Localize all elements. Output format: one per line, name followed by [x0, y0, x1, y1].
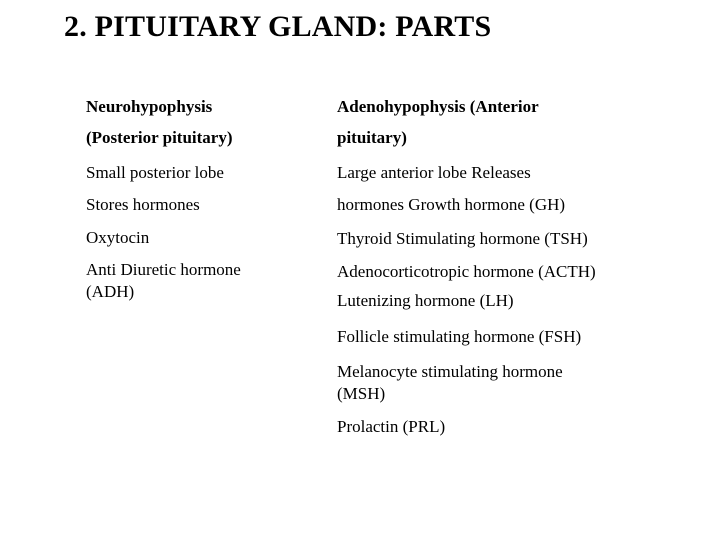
right-item: Prolactin (PRL)	[337, 417, 446, 436]
right-item: hormones Growth hormone (GH)	[337, 195, 566, 214]
right-item: Adenocorticotropic hormone (ACTH)	[337, 262, 596, 281]
right-item: Lutenizing hormone (LH)	[337, 291, 514, 310]
left-item: (ADH)	[86, 282, 135, 301]
adenohypophysis-heading: Adenohypophysis (Anterior	[337, 97, 539, 116]
left-item: Small posterior lobe	[86, 163, 224, 182]
adenohypophysis-subheading: pituitary)	[337, 128, 407, 147]
right-item: Large anterior lobe Releases	[337, 163, 531, 182]
right-item: (MSH)	[337, 384, 386, 403]
left-item: Stores hormones	[86, 195, 200, 214]
right-item: Follicle stimulating hormone (FSH)	[337, 327, 582, 346]
neurohypophysis-heading: Neurohypophysis	[86, 97, 213, 116]
right-item: Thyroid Stimulating hormone (TSH)	[337, 229, 588, 248]
left-item: Oxytocin	[86, 228, 150, 247]
left-item: Anti Diuretic hormone	[86, 260, 241, 279]
right-item: Melanocyte stimulating hormone	[337, 362, 563, 381]
neurohypophysis-subheading: (Posterior pituitary)	[86, 128, 233, 147]
slide-title: 2. PITUITARY GLAND: PARTS	[64, 10, 492, 43]
